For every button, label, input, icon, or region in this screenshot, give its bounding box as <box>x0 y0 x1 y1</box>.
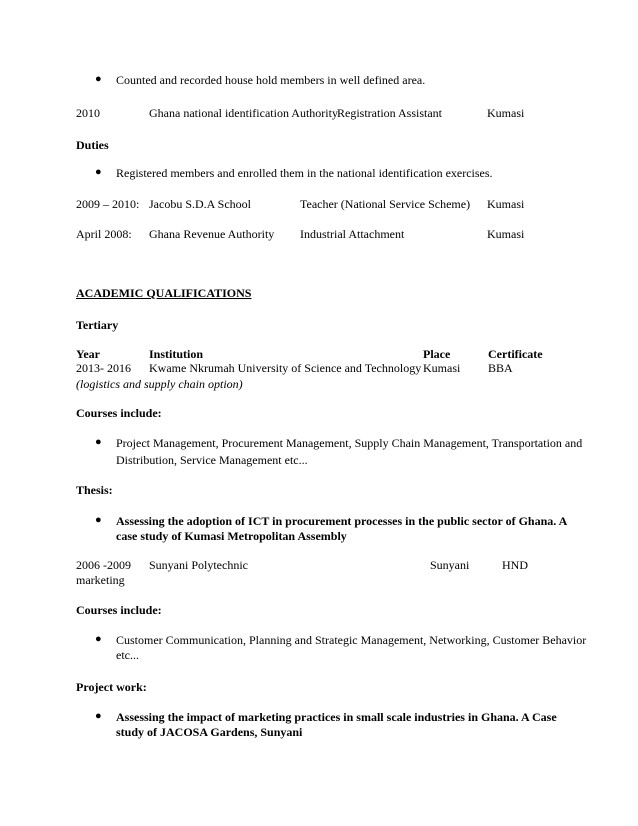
job-place: Kumasi <box>487 227 525 241</box>
col-year-header: Year <box>76 347 100 361</box>
bullet-icon: ● <box>95 710 102 722</box>
col-institution-header: Institution <box>149 347 204 361</box>
courses-text: etc... <box>116 648 139 662</box>
bullet-icon: ● <box>95 436 102 448</box>
job-place: Kumasi <box>487 106 525 120</box>
thesis-text: Assessing the adoption of ICT in procurement processes in the public sector of Ghana. A <box>116 514 568 528</box>
job-role: Registration Assistant <box>337 106 442 120</box>
job-year: April 2008: <box>76 227 132 241</box>
job-year: 2010 <box>76 106 100 120</box>
col-certificate-header: Certificate <box>488 347 543 361</box>
thesis-text: case study of Kumasi Metropolitan Assembly <box>116 529 347 543</box>
edu-certificate: BBA <box>488 361 513 375</box>
project-text: study of JACOSA Gardens, Sunyani <box>116 725 303 739</box>
project-heading: Project work: <box>76 680 147 694</box>
tertiary-heading: Tertiary <box>76 318 119 332</box>
edu-place: Kumasi <box>423 361 461 375</box>
edu-institution: Kwame Nkrumah University of Science and Technology <box>149 361 422 375</box>
academic-heading: ACADEMIC QUALIFICATIONS <box>76 286 252 300</box>
duties-heading: Duties <box>76 138 109 152</box>
job-year: 2009 – 2010: <box>76 197 140 211</box>
edu-extra: marketing <box>76 573 125 587</box>
job-place: Kumasi <box>487 197 525 211</box>
edu-certificate: HND <box>502 558 528 572</box>
courses-text: Customer Communication, Planning and Strategic Management, Networking, Customer Behavior <box>116 633 587 647</box>
job-org: Ghana national identification Authority <box>149 106 338 120</box>
job-role: Industrial Attachment <box>300 227 405 241</box>
experience-bullet-text: Counted and recorded house hold members in well defined area. <box>116 73 426 87</box>
job-org: Ghana Revenue Authority <box>149 227 275 241</box>
bullet-icon: ● <box>95 514 102 526</box>
edu-year: 2006 -2009 <box>76 558 131 572</box>
edu-place: Sunyani <box>430 558 470 572</box>
bullet-icon: ● <box>95 633 102 645</box>
duties-bullet-text: Registered members and enrolled them in the national identification exercises. <box>116 166 493 180</box>
edu-year: 2013- 2016 <box>76 361 131 375</box>
courses-text: Project Management, Procurement Management, Supply Chain Management, Transportation and <box>116 436 583 450</box>
job-role: Teacher (National Service Scheme) <box>300 197 471 211</box>
courses-heading: Courses include: <box>76 603 162 617</box>
edu-option: (logistics and supply chain option) <box>76 377 243 391</box>
courses-text: Distribution, Service Management etc... <box>116 453 308 467</box>
thesis-heading: Thesis: <box>76 483 113 497</box>
project-text: Assessing the impact of marketing practices in small scale industries in Ghana. A Case <box>116 710 557 724</box>
courses-heading: Courses include: <box>76 406 162 420</box>
job-org: Jacobu S.D.A School <box>149 197 251 211</box>
bullet-icon: ● <box>95 166 102 178</box>
edu-institution: Sunyani Polytechnic <box>149 558 248 572</box>
bullet-icon: ● <box>95 73 102 85</box>
col-place-header: Place <box>423 347 451 361</box>
